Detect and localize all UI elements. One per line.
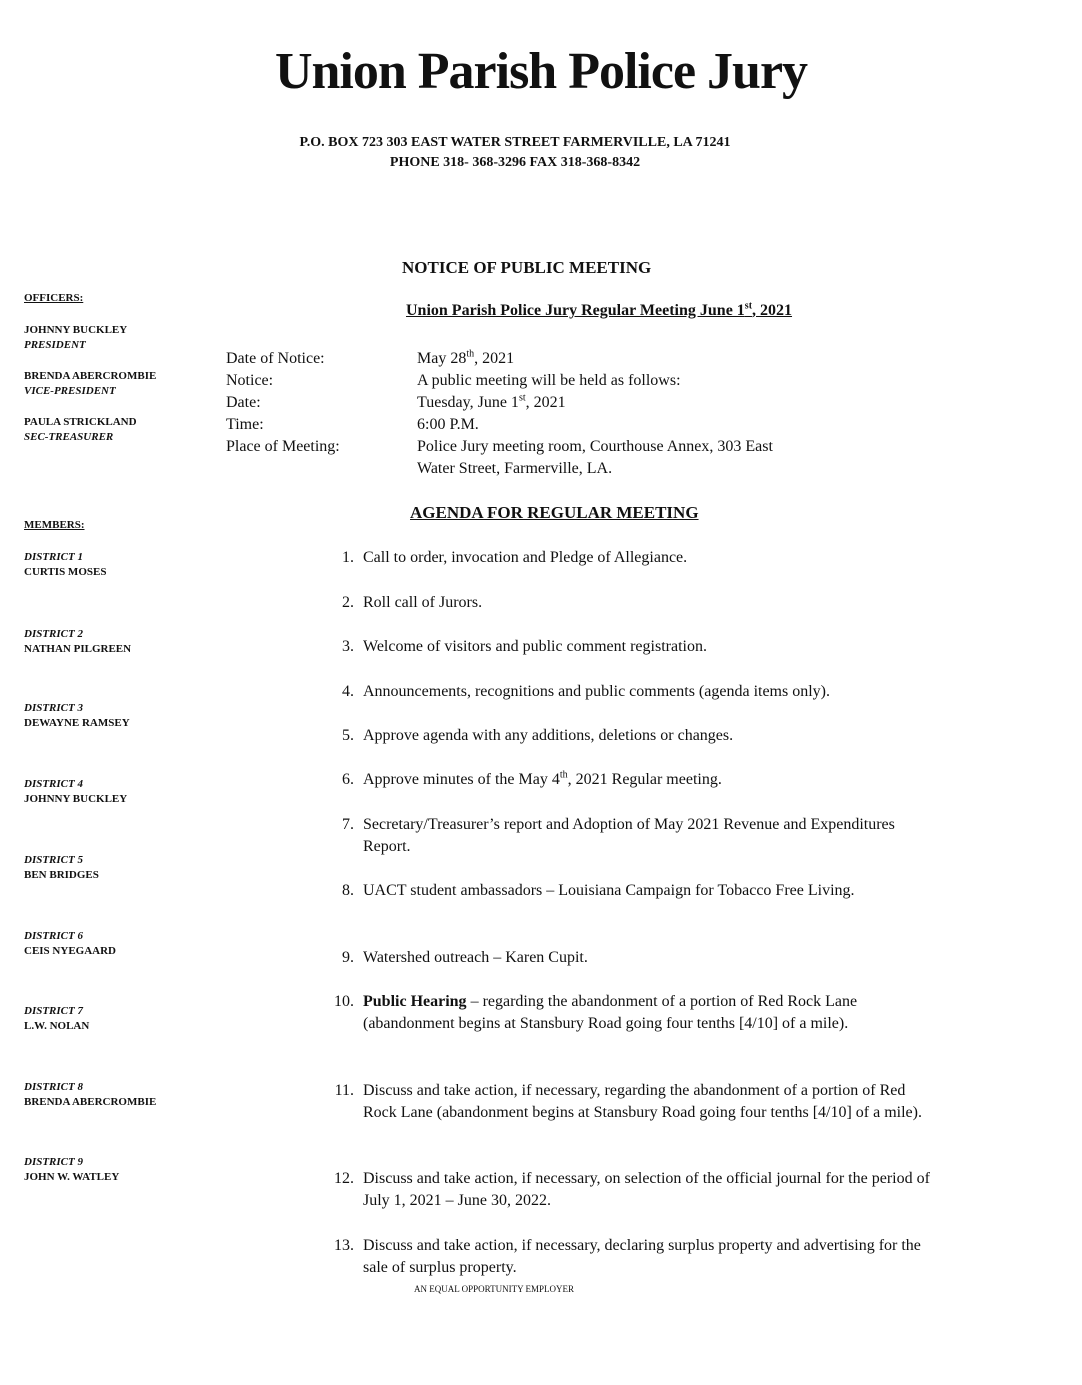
detail-value: A public meeting will be held as follows:: [417, 372, 681, 389]
officer-role: SEC-TREASURER: [24, 431, 114, 443]
agenda-text: Discuss and take action, if necessary, regarding the abandonment of a portion of Red Rock Lane (abandonment begins at Stansbury Road going four tenths [4/10] of a mile).: [363, 1082, 922, 1121]
detail-value-line1: Police Jury meeting room, Courthouse Annex, 303 East: [417, 438, 773, 455]
member-entry: [24, 777, 127, 807]
officer-entry: [24, 369, 156, 399]
footer-text: AN EQUAL OPPORTUNITY EMPLOYER: [414, 1284, 575, 1294]
meeting-title-tail: , 2021: [752, 302, 793, 319]
agenda-item: [310, 947, 930, 969]
agenda-number: 10.: [334, 993, 354, 1010]
detail-value-tail: , 2021: [474, 350, 515, 367]
members-heading: MEMBERS:: [24, 519, 85, 531]
agenda-item: [310, 1235, 930, 1279]
member-name: BEN BRIDGES: [24, 869, 99, 881]
agenda-number: 2.: [342, 594, 354, 611]
agenda-text-main: Approve minutes of the May 4: [363, 771, 560, 788]
officer-role: PRESIDENT: [24, 339, 86, 351]
agenda-number: 1.: [342, 549, 354, 566]
agenda-number: 3.: [342, 638, 354, 655]
member-entry: [24, 550, 106, 580]
agenda-text: Welcome of visitors and public comment registration.: [363, 638, 707, 655]
member-district: DISTRICT 2: [24, 628, 83, 640]
address-line: P.O. BOX 723 303 EAST WATER STREET FARMERVILLE, LA 71241: [299, 135, 731, 150]
agenda-number: 13.: [334, 1237, 354, 1254]
member-district: DISTRICT 5: [24, 854, 83, 866]
officer-name: PAULA STRICKLAND: [24, 416, 137, 428]
agenda-item: [310, 769, 930, 791]
detail-label: Date of Notice:: [226, 350, 325, 367]
agenda-text: Secretary/Treasurer’s report and Adoption of May 2021 Revenue and Expenditures Report.: [363, 816, 895, 855]
member-district: DISTRICT 4: [24, 778, 83, 790]
agenda-text-rest: – regarding the abandonment of a portion of Red Rock Lane (abandonment begins at Stansbury Road going four tenths [4/10] of a mile).: [363, 993, 858, 1032]
meeting-title-sup: st: [744, 300, 753, 312]
agenda-text-tail: , 2021 Regular meeting.: [567, 771, 722, 788]
detail-value: [417, 392, 867, 414]
member-entry: [24, 853, 99, 883]
member-name: BRENDA ABERCROMBIE: [24, 1096, 157, 1108]
detail-value-sup: st: [518, 392, 526, 404]
officer-entry: [24, 323, 127, 353]
member-name: L.W. NOLAN: [24, 1020, 90, 1032]
member-entry: [24, 1080, 156, 1110]
agenda-item: [310, 592, 930, 614]
agenda-number: 8.: [342, 882, 354, 899]
page-title: Union Parish Police Jury: [274, 43, 808, 100]
detail-row-date: [226, 392, 867, 414]
member-entry: [24, 701, 130, 731]
agenda-item: [310, 547, 930, 569]
detail-label: Date:: [226, 394, 261, 411]
notice-title: NOTICE OF PUBLIC MEETING: [402, 258, 652, 277]
member-entry: [24, 1004, 89, 1034]
detail-label: Time:: [226, 416, 264, 433]
detail-label: Notice:: [226, 372, 274, 389]
member-name: JOHN W. WATLEY: [24, 1171, 120, 1183]
detail-value-main: Tuesday, June 1: [417, 394, 519, 411]
agenda-item: [310, 725, 930, 747]
agenda-number: 9.: [342, 949, 354, 966]
member-district: DISTRICT 9: [24, 1156, 83, 1168]
member-district: DISTRICT 6: [24, 930, 83, 942]
agenda-text: [354, 769, 930, 791]
agenda-text: UACT student ambassadors – Louisiana Campaign for Tobacco Free Living.: [363, 882, 855, 899]
agenda-text-bold: Public Hearing: [363, 993, 467, 1010]
detail-value-sup: th: [466, 348, 475, 360]
agenda-text: Roll call of Jurors.: [363, 594, 483, 611]
meeting-title: [406, 302, 792, 320]
detail-row-notice-date: [226, 348, 867, 370]
agenda-number: 5.: [342, 727, 354, 744]
agenda-text: Watershed outreach – Karen Cupit.: [363, 949, 588, 966]
officer-role: VICE-PRESIDENT: [24, 385, 116, 397]
officer-name: BRENDA ABERCROMBIE: [24, 370, 157, 382]
agenda-number: 6.: [342, 771, 354, 788]
agenda-item: [310, 991, 930, 1035]
agenda-number: 4.: [342, 683, 354, 700]
officer-name: JOHNNY BUCKLEY: [24, 324, 128, 336]
agenda-title: AGENDA FOR REGULAR MEETING: [410, 503, 699, 522]
member-district: DISTRICT 8: [24, 1081, 83, 1093]
officers-heading: OFFICERS:: [24, 292, 84, 304]
member-entry: [24, 1155, 119, 1185]
member-name: CURTIS MOSES: [24, 566, 107, 578]
detail-row-place: [226, 436, 867, 480]
agenda-item: [310, 681, 930, 703]
agenda-text: Call to order, invocation and Pledge of Allegiance.: [363, 549, 688, 566]
agenda-text: Discuss and take action, if necessary, declaring surplus property and advertising for the sale of surplus property.: [363, 1237, 921, 1276]
agenda-text: Approve agenda with any additions, deletions or changes.: [363, 727, 734, 744]
detail-label: Place of Meeting:: [226, 438, 340, 455]
detail-row-time: [226, 414, 867, 436]
agenda-text: Discuss and take action, if necessary, on selection of the official journal for the period of July 1, 2021 – June 30, 2022.: [363, 1170, 930, 1209]
meeting-title-main: Union Parish Police Jury Regular Meeting June 1: [406, 302, 745, 319]
member-entry: [24, 627, 131, 657]
agenda-item: [310, 1168, 930, 1212]
agenda-item: [310, 1080, 930, 1124]
agenda-number: 11.: [334, 1082, 354, 1099]
agenda-item: [310, 814, 930, 858]
detail-row-notice: [226, 370, 867, 392]
member-entry: [24, 929, 116, 959]
agenda-text-sup: th: [559, 769, 568, 781]
agenda-text: [354, 991, 930, 1035]
member-name: DEWAYNE RAMSEY: [24, 717, 130, 729]
member-name: NATHAN PILGREEN: [24, 643, 132, 655]
agenda-number: 7.: [342, 816, 354, 833]
phone-line: PHONE 318- 368-3296 FAX 318-368-8342: [389, 155, 641, 170]
member-district: DISTRICT 1: [24, 551, 83, 563]
member-district: DISTRICT 3: [24, 702, 83, 714]
agenda-item: [310, 880, 930, 902]
detail-value: 6:00 P.M.: [417, 416, 479, 433]
member-name: CEIS NYEGAARD: [24, 945, 116, 957]
meeting-details: [226, 348, 867, 480]
agenda-number: 12.: [334, 1170, 354, 1187]
agenda-item: [310, 636, 930, 658]
detail-value-tail: , 2021: [525, 394, 566, 411]
detail-value: [417, 436, 867, 480]
detail-value: [417, 348, 867, 370]
detail-value-line2: Water Street, Farmerville, LA.: [417, 460, 613, 477]
member-district: DISTRICT 7: [24, 1005, 83, 1017]
member-name: JOHNNY BUCKLEY: [24, 793, 128, 805]
officer-entry: [24, 415, 137, 445]
agenda-text: Announcements, recognitions and public comments (agenda items only).: [363, 683, 830, 700]
detail-value-main: May 28: [417, 350, 467, 367]
